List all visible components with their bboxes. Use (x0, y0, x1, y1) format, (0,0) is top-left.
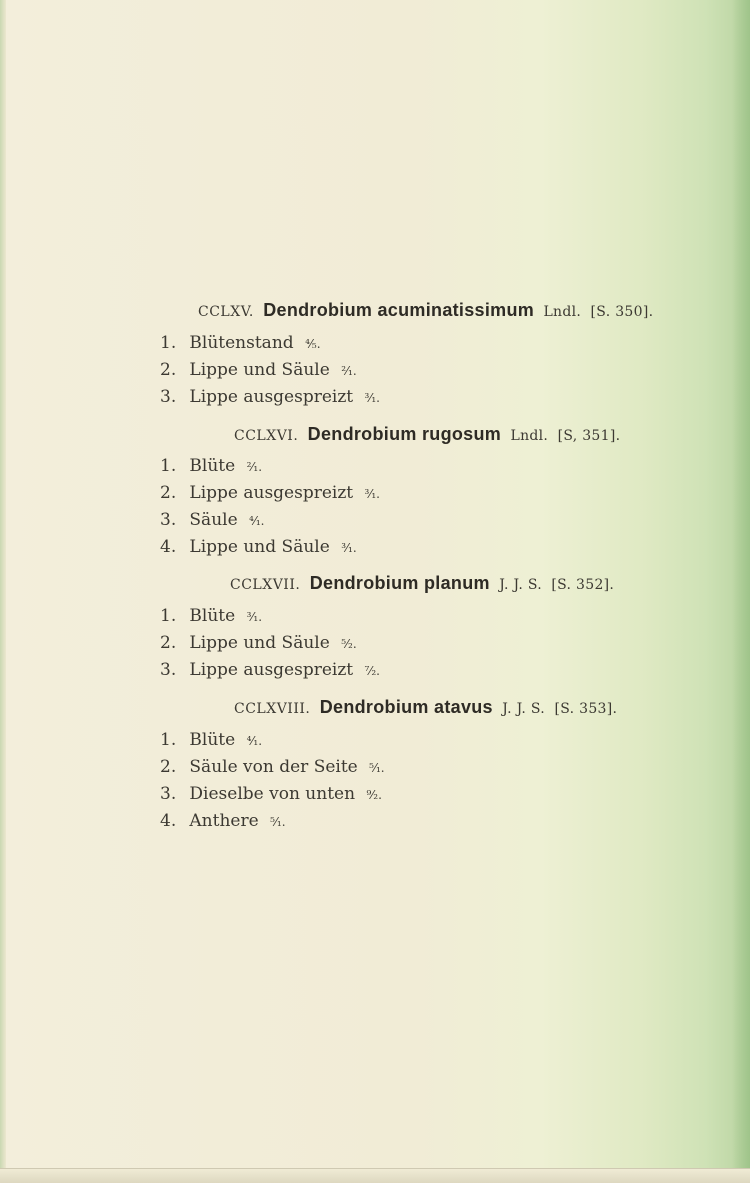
species-name: Dendrobium atavus (319, 697, 493, 717)
figure-item (160, 456, 262, 476)
page-bottom-edge (0, 1168, 750, 1183)
figure-caption: Säule von der Seite (189, 757, 358, 777)
page-reference: [S, 351]. (557, 428, 621, 444)
plate-heading (198, 300, 653, 321)
figure-number: 1. (160, 456, 177, 476)
plate-heading (234, 697, 617, 718)
figure-item (160, 387, 380, 407)
figure-caption: Blüte (189, 606, 236, 626)
magnification: ³⁄₁. (341, 541, 357, 555)
figure-caption: Lippe und Säule (189, 633, 330, 653)
magnification: ⁴⁄₁. (246, 734, 263, 748)
figure-item (160, 333, 321, 353)
magnification: ⁵⁄₁. (369, 761, 385, 775)
figure-number: 3. (160, 784, 177, 804)
magnification: ⁷⁄₂. (364, 664, 380, 678)
magnification: ⁵⁄₁. (270, 815, 286, 829)
figure-number: 3. (160, 387, 177, 407)
plate-number: CCLXVII. (230, 577, 301, 593)
figure-caption: Anthere (189, 811, 259, 831)
figure-caption: Lippe und Säule (189, 360, 330, 380)
figure-number: 1. (160, 606, 177, 626)
figure-number: 1. (160, 730, 177, 750)
author-abbreviation: Lndl. (543, 304, 582, 320)
species-name: Dendrobium rugosum (307, 424, 502, 444)
figure-caption: Blütenstand (189, 333, 294, 353)
page-reference: [S. 352]. (551, 577, 615, 593)
figure-caption: Lippe und Säule (189, 537, 330, 557)
magnification: ²⁄₁. (341, 364, 357, 378)
figure-item (160, 537, 357, 557)
figure-number: 2. (160, 633, 177, 653)
figure-item (160, 510, 265, 530)
page-reference: [S. 350]. (590, 304, 654, 320)
figure-caption: Lippe ausgespreizt (189, 387, 354, 407)
figure-item (160, 784, 382, 804)
magnification: ²⁄₁. (246, 460, 263, 474)
figure-number: 2. (160, 360, 177, 380)
figure-item (160, 606, 262, 626)
species-name: Dendrobium acuminatissimum (263, 300, 535, 320)
figure-item (160, 483, 380, 503)
figure-number: 2. (160, 483, 177, 503)
figure-item (160, 360, 357, 380)
magnification: ³⁄₁. (364, 487, 380, 501)
figure-caption: Blüte (189, 456, 236, 476)
figure-number: 3. (160, 660, 177, 680)
figure-number: 1. (160, 333, 177, 353)
plate-number: CCLXVIII. (234, 701, 311, 717)
plate-number: CCLXVI. (234, 428, 299, 444)
figure-caption: Lippe ausgespreizt (189, 483, 354, 503)
figure-item (160, 757, 385, 777)
magnification: ⁵⁄₂. (341, 637, 357, 651)
magnification: ³⁄₁. (246, 610, 263, 624)
author-abbreviation: J. J. S. (502, 701, 546, 717)
figure-number: 3. (160, 510, 177, 530)
plate-heading (234, 424, 620, 445)
figure-caption: Lippe ausgespreizt (189, 660, 354, 680)
author-abbreviation: Lndl. (510, 428, 549, 444)
author-abbreviation: J. J. S. (499, 577, 542, 593)
figure-caption: Blüte (189, 730, 236, 750)
figure-caption: Säule (189, 510, 238, 530)
species-name: Dendrobium planum (309, 573, 490, 593)
magnification: ⁹⁄₂. (366, 788, 382, 802)
figure-caption: Dieselbe von unten (189, 784, 356, 804)
magnification: ⁴⁄₁. (249, 514, 265, 528)
figure-number: 2. (160, 757, 177, 777)
page-reference: [S. 353]. (554, 701, 618, 717)
magnification: ⁴⁄₅. (305, 337, 321, 351)
figure-number: 4. (160, 811, 177, 831)
figure-number: 4. (160, 537, 177, 557)
figure-item (160, 660, 380, 680)
figure-item (160, 811, 286, 831)
plate-number: CCLXV. (198, 304, 254, 320)
figure-item (160, 730, 262, 750)
magnification: ³⁄₁. (364, 391, 380, 405)
plate-heading (230, 573, 614, 594)
figure-item (160, 633, 357, 653)
